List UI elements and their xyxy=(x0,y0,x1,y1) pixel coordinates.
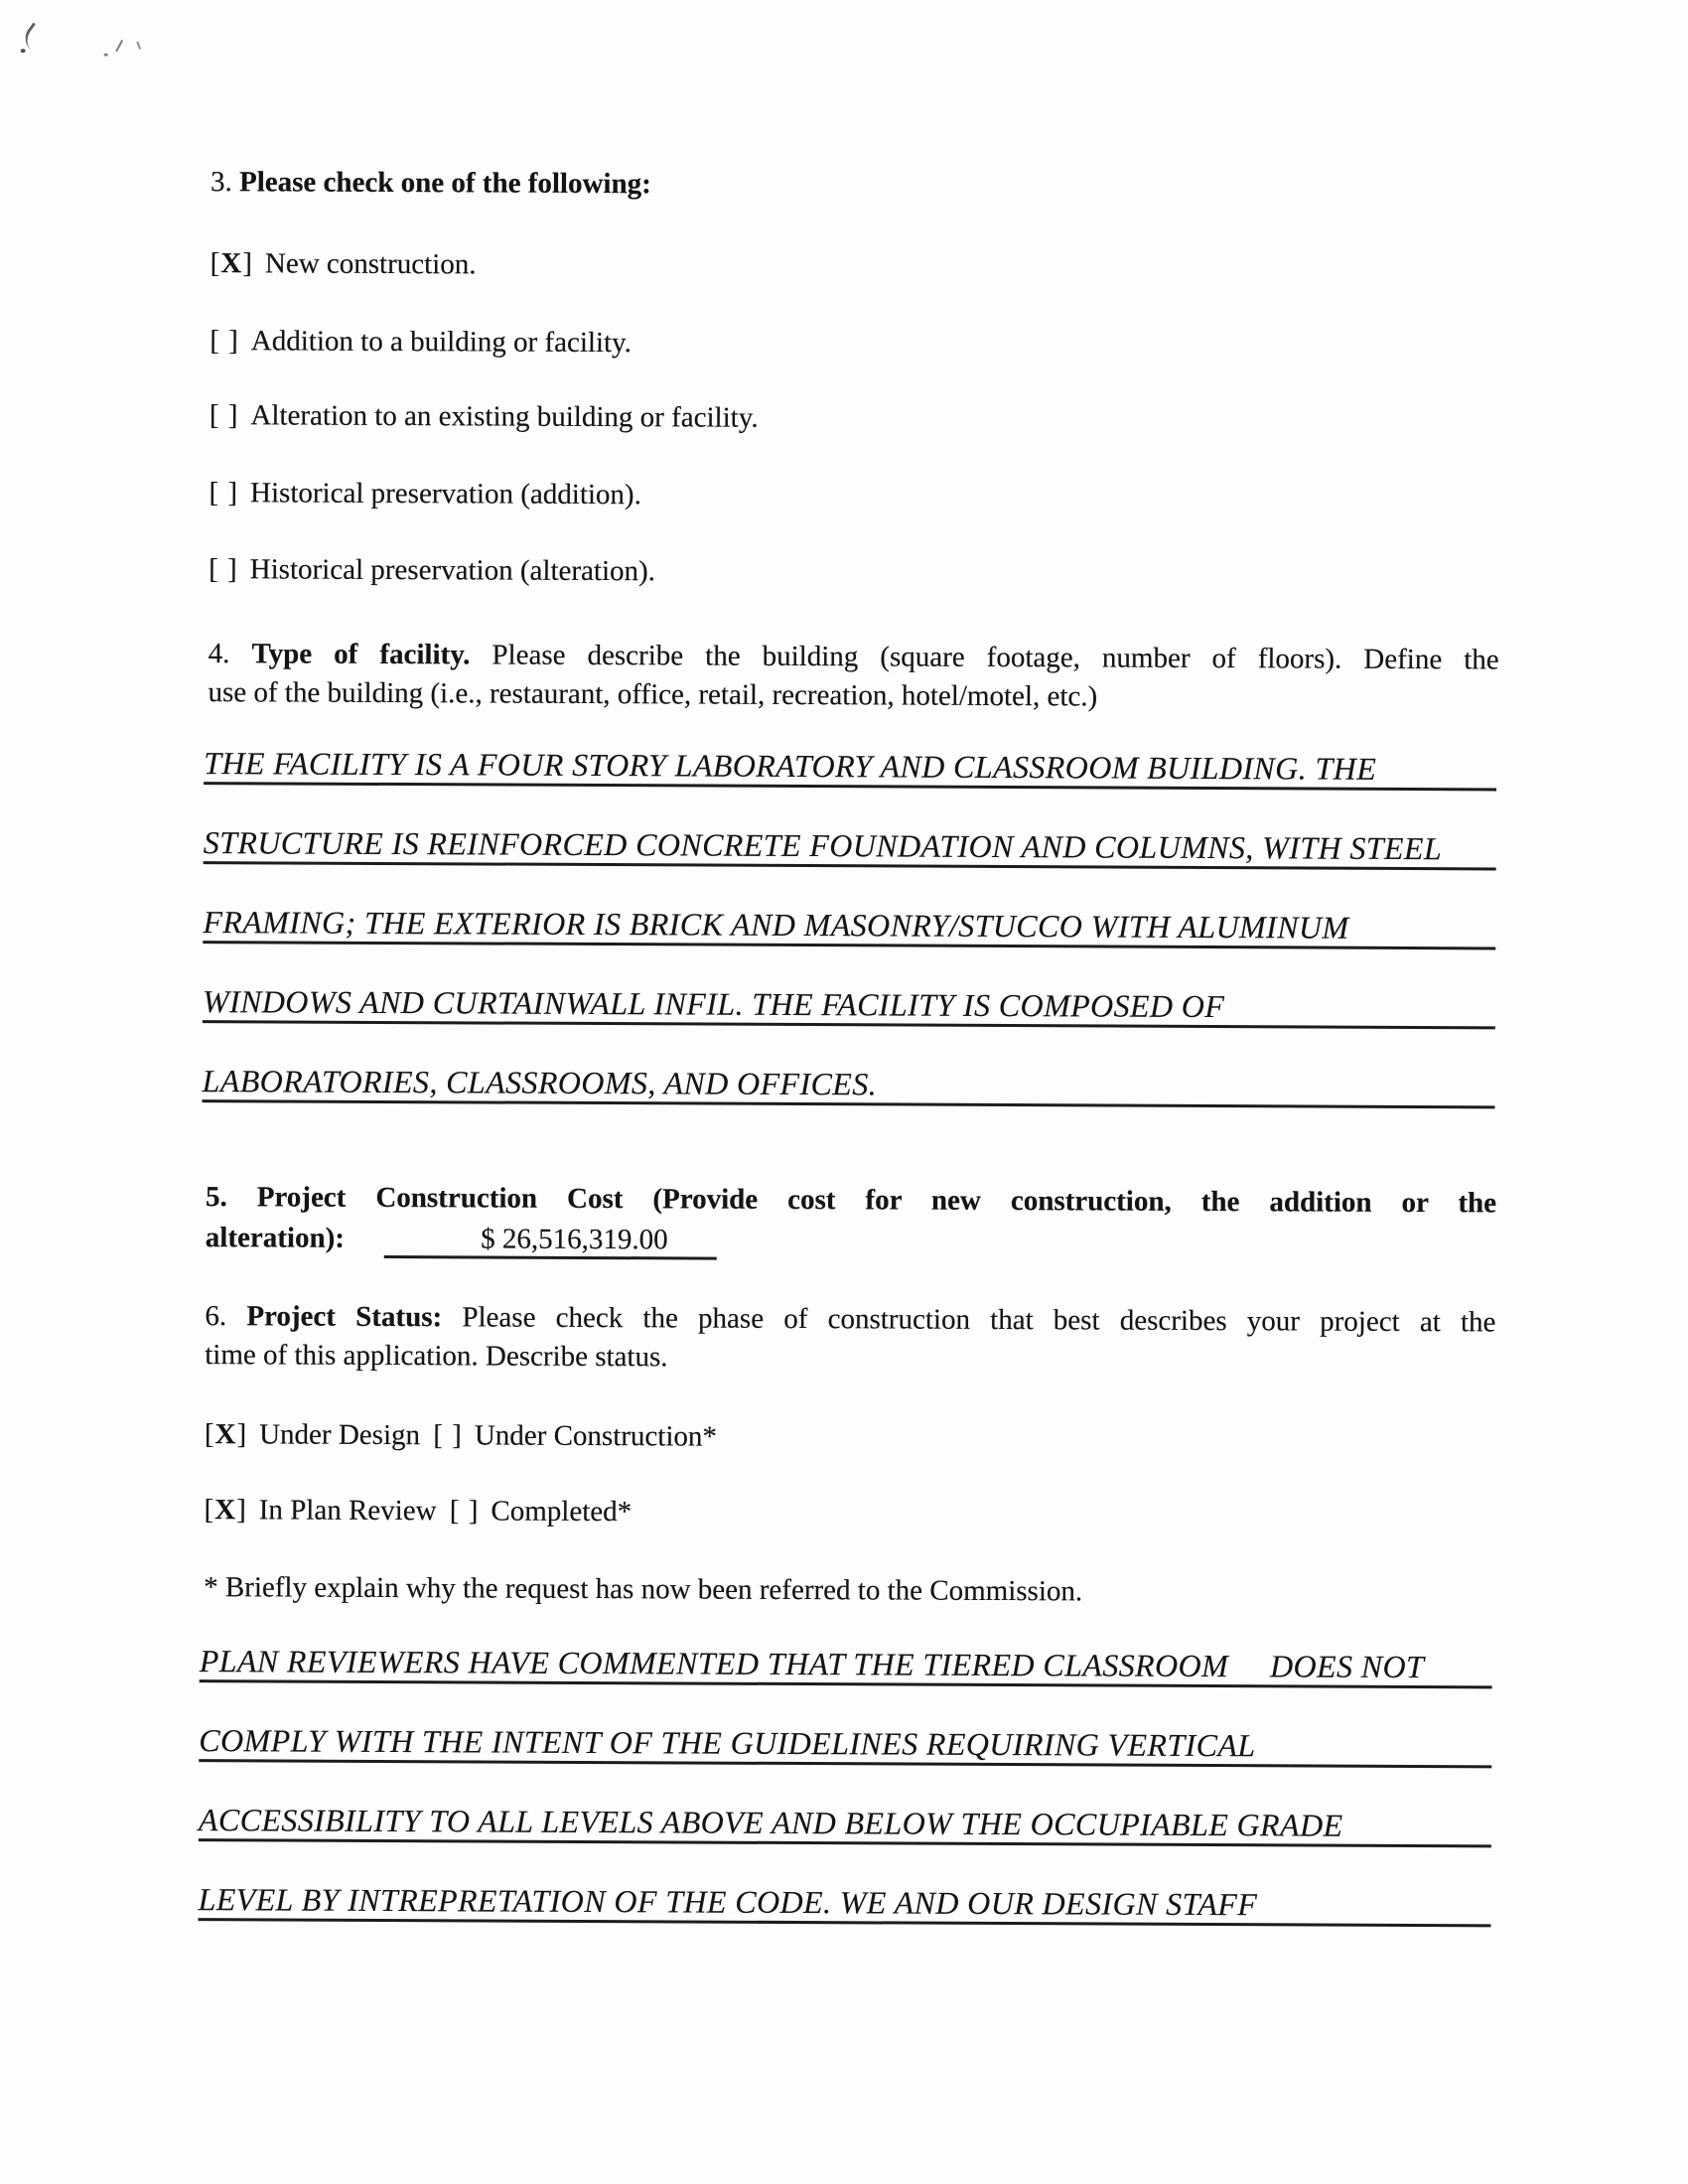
option-label: Alteration to an existing building or facility. xyxy=(250,399,759,434)
checkbox-box: [ ] xyxy=(209,399,239,432)
explanation-line: LEVEL BY INTREPRETATION OF THE CODE. WE AND OUR DESIGN STAFF xyxy=(198,1882,1490,1927)
facility-answer-line: FRAMING; THE EXTERIOR IS BRICK AND MASONRY/STUCCO WITH ALUMINUM xyxy=(203,905,1495,949)
status-label: Under Construction* xyxy=(474,1419,718,1453)
checkbox-option-addition xyxy=(210,324,1500,364)
checkbox-mark: X xyxy=(220,247,243,280)
checkbox-mark xyxy=(219,477,227,509)
footnote: * Briefly explain why the request has now been referred to the Commission. xyxy=(204,1571,1083,1608)
section4-number: 4. xyxy=(208,638,230,670)
option-label: New construction. xyxy=(264,247,477,281)
checkbox-box: [ ] xyxy=(449,1495,480,1528)
section5-question-line1: 5. Project Construction Cost (Provide cost for new construction, the addition or the xyxy=(205,1181,1497,1220)
checkbox-mark xyxy=(220,325,228,357)
section4-title: Type of facility. xyxy=(251,638,471,671)
section4-prompt-rest: Please describe the building (square footage, number of floors). Define the xyxy=(492,639,1499,676)
status-row-design xyxy=(205,1417,1495,1457)
option-label: Historical preservation (addition). xyxy=(250,477,641,511)
facility-answer-line: LABORATORIES, CLASSROOMS, AND OFFICES. xyxy=(202,1064,1494,1108)
checkbox-option-new-construction xyxy=(211,246,1501,286)
section3-heading xyxy=(211,163,1501,208)
section4-question-line1 xyxy=(209,635,1499,679)
checkbox-box: [ ] xyxy=(209,553,238,586)
status-label: In Plan Review xyxy=(258,1494,437,1528)
checkbox-box: [X] xyxy=(204,1418,248,1451)
section5-label: alteration): xyxy=(205,1222,346,1254)
section3-number: 3. xyxy=(210,166,232,199)
checkbox-option-alteration xyxy=(210,398,1500,438)
section5-cost-line xyxy=(206,1219,1496,1263)
section3-title: Please check one of the following: xyxy=(238,166,651,201)
status-label: Under Design xyxy=(259,1418,421,1452)
checkbox-mark: X xyxy=(214,1494,237,1527)
facility-answer-line: WINDOWS AND CURTAINWALL INFIL. THE FACILITY IS COMPOSED OF xyxy=(203,984,1495,1029)
referral-explanation-answer xyxy=(198,1644,1491,1927)
facility-answer-line: THE FACILITY IS A FOUR STORY LABORATORY AND CLASSROOM BUILDING. THE xyxy=(204,746,1496,791)
section4-question-line2: use of the building (i.e., restaurant, office, retail, recreation, hotel/motel, etc.) xyxy=(208,676,1098,713)
section4-question xyxy=(208,635,1498,718)
status-row-review xyxy=(204,1493,1494,1532)
checkbox-option-historical-alteration xyxy=(209,552,1499,592)
section6-number: 6. xyxy=(205,1300,227,1333)
checkbox-box: [ ] xyxy=(209,477,239,510)
option-label: Historical preservation (alteration). xyxy=(249,553,656,588)
section6-prompt-rest: Please check the phase of construction that best describes your project at the xyxy=(462,1301,1496,1339)
explanation-line: COMPLY WITH THE INTENT OF THE GUIDELINES REQUIRING VERTICAL xyxy=(199,1723,1491,1768)
scan-artifact xyxy=(1,0,1688,5)
checkbox-box: [X] xyxy=(210,247,254,280)
explanation-line: ACCESSIBILITY TO ALL LEVELS ABOVE AND BELOW THE OCCUPIABLE GRADE xyxy=(199,1803,1491,1847)
section6-title: Project Status: xyxy=(246,1300,443,1334)
facility-description-answer xyxy=(202,746,1496,1108)
option-label: Addition to a building or facility. xyxy=(250,325,633,360)
checkbox-box: [ ] xyxy=(210,325,239,358)
checkbox-box: [ ] xyxy=(433,1419,463,1452)
section6-question-line2: time of this application. Describe status. xyxy=(205,1339,668,1374)
cost-amount-field: $ 26,516,319.00 xyxy=(384,1221,717,1260)
checkbox-mark xyxy=(219,399,227,431)
checkbox-mark xyxy=(219,553,227,585)
section6-question-line1 xyxy=(205,1297,1495,1342)
explanation-line: PLAN REVIEWERS HAVE COMMENTED THAT THE TIERED CLASSROOM DOES NOT xyxy=(200,1644,1492,1688)
checkbox-box: [X] xyxy=(204,1494,247,1527)
facility-answer-line: STRUCTURE IS REINFORCED CONCRETE FOUNDATION AND COLUMNS, WITH STEEL xyxy=(204,825,1496,870)
status-label: Completed* xyxy=(491,1495,633,1529)
checkbox-option-historical-addition xyxy=(209,476,1499,515)
section6-question xyxy=(205,1297,1495,1381)
checkbox-mark: X xyxy=(214,1418,237,1451)
